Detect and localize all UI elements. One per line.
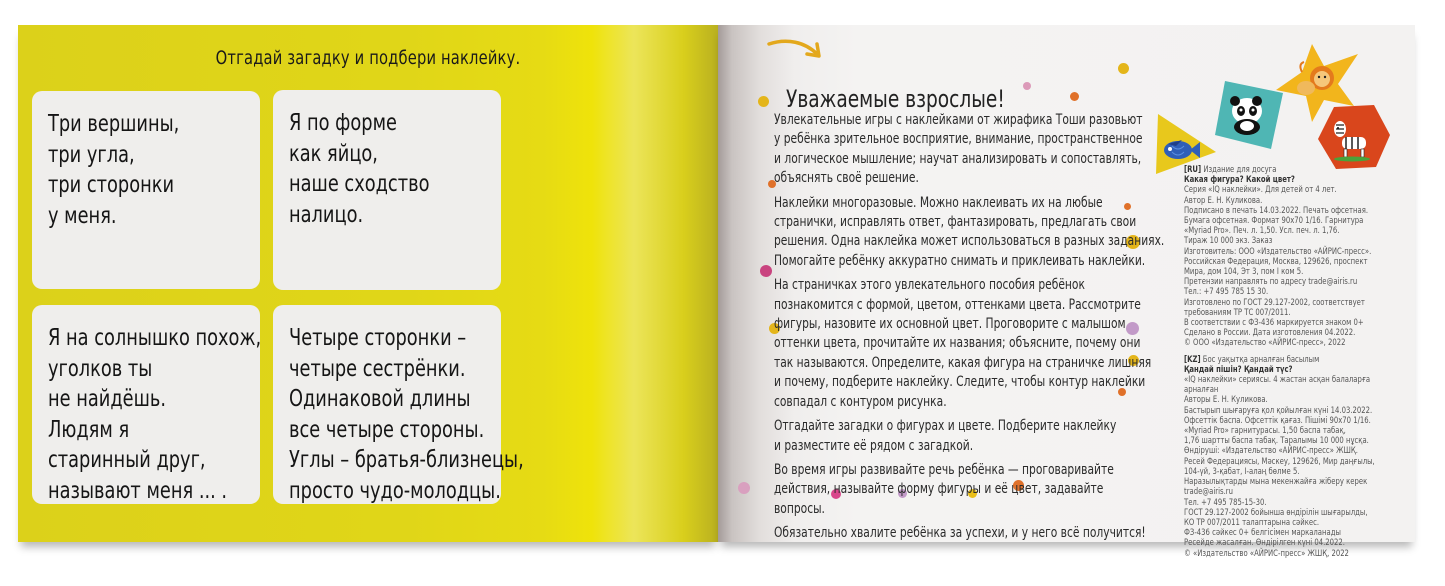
riddle-line: как яйцо,	[289, 140, 378, 167]
imprint-line: Подписано в печать 14.03.2022. Печать офсетная.	[1184, 204, 1369, 215]
decorative-dot	[1023, 82, 1031, 90]
imprint-line: Офсеттік баспа. Офсеттік қағаз. Пішімі 90x70 1/16.	[1184, 414, 1371, 425]
imprint-line: Тел.: +7 495 785 15 30.	[1184, 286, 1269, 297]
paragraph-line: у ребёнка зрительное восприятие, внимание, пространственное	[774, 131, 1143, 148]
imprint-line: арналған	[1184, 384, 1219, 395]
riddle-line: Три вершины,	[48, 111, 180, 137]
decorative-dot	[1118, 63, 1129, 74]
imprint-line: Тираж 10 000 экз. Заказ	[1184, 235, 1273, 246]
riddle-line: Людям я	[48, 416, 130, 443]
paragraph-line: Обязательно хвалите ребёнка за успехи, и у него всё получится!	[774, 525, 1146, 542]
paragraph-line: Увлекательные игры с наклейками от жирафика Тоши разовьют	[774, 112, 1143, 128]
decorative-dot	[738, 482, 750, 494]
riddle-line: Я по форме	[289, 110, 397, 136]
imprint-line: Серия «IQ наклейки». Для детей от 4 лет.	[1184, 184, 1337, 195]
imprint-line: Бастырып шығаруға қол қойылған күні 14.03.2022.	[1184, 404, 1373, 415]
paragraph-line: познакомится с формой, цветом, оттенками цвета. Рассмотрите	[774, 296, 1141, 313]
riddle-line: налицо.	[289, 201, 364, 228]
riddle-line: у меня.	[48, 202, 117, 229]
paragraph-line: объяснять своё решение.	[774, 170, 919, 187]
riddle-line: не найдёшь.	[48, 386, 167, 412]
paragraph-line: На страничках этого увлекательного пособия ребёнок	[774, 277, 1085, 294]
letter-paragraph	[774, 111, 1204, 189]
imprint-line: требованиям ТР ТС 007/2011.	[1184, 306, 1291, 317]
riddle-line: наше сходство	[289, 171, 430, 197]
imprint-line: Ресейде жасалған. Өндірілген күні 04.2022.	[1184, 537, 1345, 548]
riddle-card-triangle	[32, 91, 260, 289]
paragraph-line: совпадал с контуром рисунка.	[774, 393, 947, 410]
hexagon-sticker-zebra	[1316, 103, 1392, 171]
paragraph-line: и почему, подберите наклейку. Следите, чтобы контур наклейки	[774, 374, 1146, 391]
imprint-kz-title: Қандай пішін? Қандай түс?	[1184, 363, 1293, 374]
imprint-line: «Myriad Pro» гарнитурасы. 1,50 баспа табақ,	[1184, 425, 1346, 436]
paragraph-line: вопросы.	[774, 500, 825, 517]
paragraph-line: действия, называйте форму фигуры и её цвет, задавайте	[774, 481, 1104, 498]
paragraph-line: Наклейки многоразовые. Можно наклеивать их на любые	[774, 194, 1103, 211]
riddle-line: Я на солнышко похож,	[48, 325, 262, 351]
decorative-dot	[760, 265, 772, 277]
arrow-icon	[765, 32, 825, 66]
imprint-line: © «Издательство «АЙРИС-пресс» ЖШҚ, 2022	[1184, 547, 1349, 558]
imprint-line: Өндіруші: «Издательство «АЙРИС-пресс» ЖШҚ.	[1184, 445, 1358, 456]
imprint-line: ГОСТ 29.127-2002 бойынша өндірілін шығарылды,	[1184, 506, 1368, 517]
imprint-line: 1,76 шартты баспа табақ. Таралымы 10 000 нұсқа.	[1184, 435, 1369, 446]
imprint-line: Бумага офсетная. Формат 90x70 1/16. Гарнитура	[1184, 215, 1364, 226]
paragraph-line: оттенки цвета, прочитайте их названия; объясните, почему они	[774, 335, 1141, 352]
imprint-line: Изготовлено по ГОСТ 29.127-2002, соответствует	[1184, 296, 1365, 307]
riddle-line: три сторонки	[48, 172, 175, 198]
imprint-ru-title: Какая фигура? Какой цвет?	[1184, 174, 1295, 185]
riddle-line: Четыре сторонки –	[289, 325, 467, 351]
decorative-dot	[758, 96, 769, 107]
paragraph-line: странички, исправлять ответ, фантазировать, предлагать свои	[774, 214, 1137, 231]
right-page	[718, 25, 1415, 558]
left-page	[18, 25, 718, 542]
imprint-kz-header: [KZ] Бос уақытқа арналған басылым	[1184, 353, 1320, 364]
riddle-line: старинный друг,	[48, 447, 206, 473]
paragraph-line: Помогайте ребёнку аккуратно снимать и приклеивать наклейки.	[774, 252, 1146, 269]
riddle-line: все четыре стороны.	[289, 416, 485, 443]
paragraph-line: и разместите её рядом с загадкой.	[774, 437, 974, 454]
imprint-ru-header: [RU] Издание для досуга	[1184, 164, 1277, 174]
letter-paragraph	[774, 417, 1204, 456]
paragraph-line: так называются. Определите, какая фигура на страничке лишняя	[774, 354, 1152, 371]
imprint-line: Сделано в России. Дата изготовления 04.2022.	[1184, 327, 1356, 338]
page-title: Отгадай загадку и подбери наклейку.	[215, 47, 521, 69]
imprint-line: Изготовитель: ООО «Издательство «АЙРИС-пресс».	[1184, 245, 1372, 256]
paragraph-line: Отгадайте загадки о фигурах и цвете. Подберите наклейку	[774, 418, 1117, 435]
imprint-line: trade@airis.ru	[1184, 486, 1233, 497]
imprint-line: Претензии направлять по адресу trade@airis.ru	[1184, 276, 1358, 287]
letter-paragraph	[774, 276, 1204, 412]
imprint-line: Мира, дом 104, Эт 3, пом I ком 5.	[1184, 266, 1304, 277]
imprint-line: © ООО «Издательство «АЙРИС-пресс», 2022	[1184, 337, 1346, 348]
decorative-dot	[1070, 92, 1079, 101]
imprint-line: Российская Федерация, Москва, 129626, проспект	[1184, 255, 1368, 266]
imprint-line: Автор Е. Н. Куликова.	[1184, 194, 1263, 205]
imprint-line: «IQ наклейки» сериясы. 4 жастан асқан балаларға	[1184, 374, 1371, 385]
riddle-line: называют меня ... .	[48, 477, 228, 504]
imprint-line: ФЗ-436 сәйкес 0+ белгісімен маркаланады	[1184, 527, 1341, 538]
riddle-line: четыре сестрёнки.	[289, 355, 466, 382]
riddle-line: Углы – братья-близнецы,	[289, 447, 524, 473]
imprint-line: Наразылықтарды мына мекенжайға жіберу керек	[1184, 476, 1368, 487]
imprint-line: 104-үй, 3-қабат, I-алаң бөлме 5.	[1184, 465, 1300, 476]
imprint-line: Ресей Федерациясы, Мәскеу, 129626, Мир даңғылы,	[1184, 455, 1375, 466]
paragraph-line: Во время игры развивайте речь ребёнка — проговаривайте	[774, 461, 1114, 478]
riddle-card-oval	[273, 90, 501, 290]
riddle-card-circle	[32, 305, 260, 504]
riddle-line: три угла,	[48, 141, 135, 168]
paragraph-line: и логическое мышление; научат анализировать и сопоставлять,	[774, 150, 1142, 167]
riddle-line: Одинаковой длины	[289, 386, 471, 412]
letter-title: Уважаемые взрослые!	[786, 85, 1005, 113]
imprint-line: КО ТР 007/2011 талаптарына сәйкес.	[1184, 516, 1320, 527]
imprint-line: Тел. +7 495 785-15-30.	[1184, 496, 1267, 507]
riddle-line: просто чудо-молодцы.	[289, 477, 501, 504]
letter-body	[774, 111, 1204, 549]
riddle-line: уголков ты	[48, 355, 153, 382]
imprint-block	[1184, 164, 1384, 558]
imprint-line: В соответствии с ФЗ-436 маркируется знаком 0+	[1184, 317, 1364, 328]
panda-icon	[1230, 96, 1262, 135]
letter-paragraph	[774, 461, 1204, 519]
riddle-card-square	[273, 305, 524, 504]
letter-paragraph	[774, 194, 1204, 272]
imprint-line: «Myriad Pro». Печ. л. 1,50. Усл. печ. л. 1,76.	[1184, 225, 1340, 236]
paragraph-line: фигуры, назовите их основной цвет. Проговорите с малышом	[774, 316, 1126, 333]
paragraph-line: решения. Одна наклейка может использоваться в разных заданиях.	[774, 233, 1165, 250]
letter-paragraph	[774, 524, 1204, 543]
imprint-line: Авторы Е. Н. Куликова.	[1184, 394, 1268, 405]
